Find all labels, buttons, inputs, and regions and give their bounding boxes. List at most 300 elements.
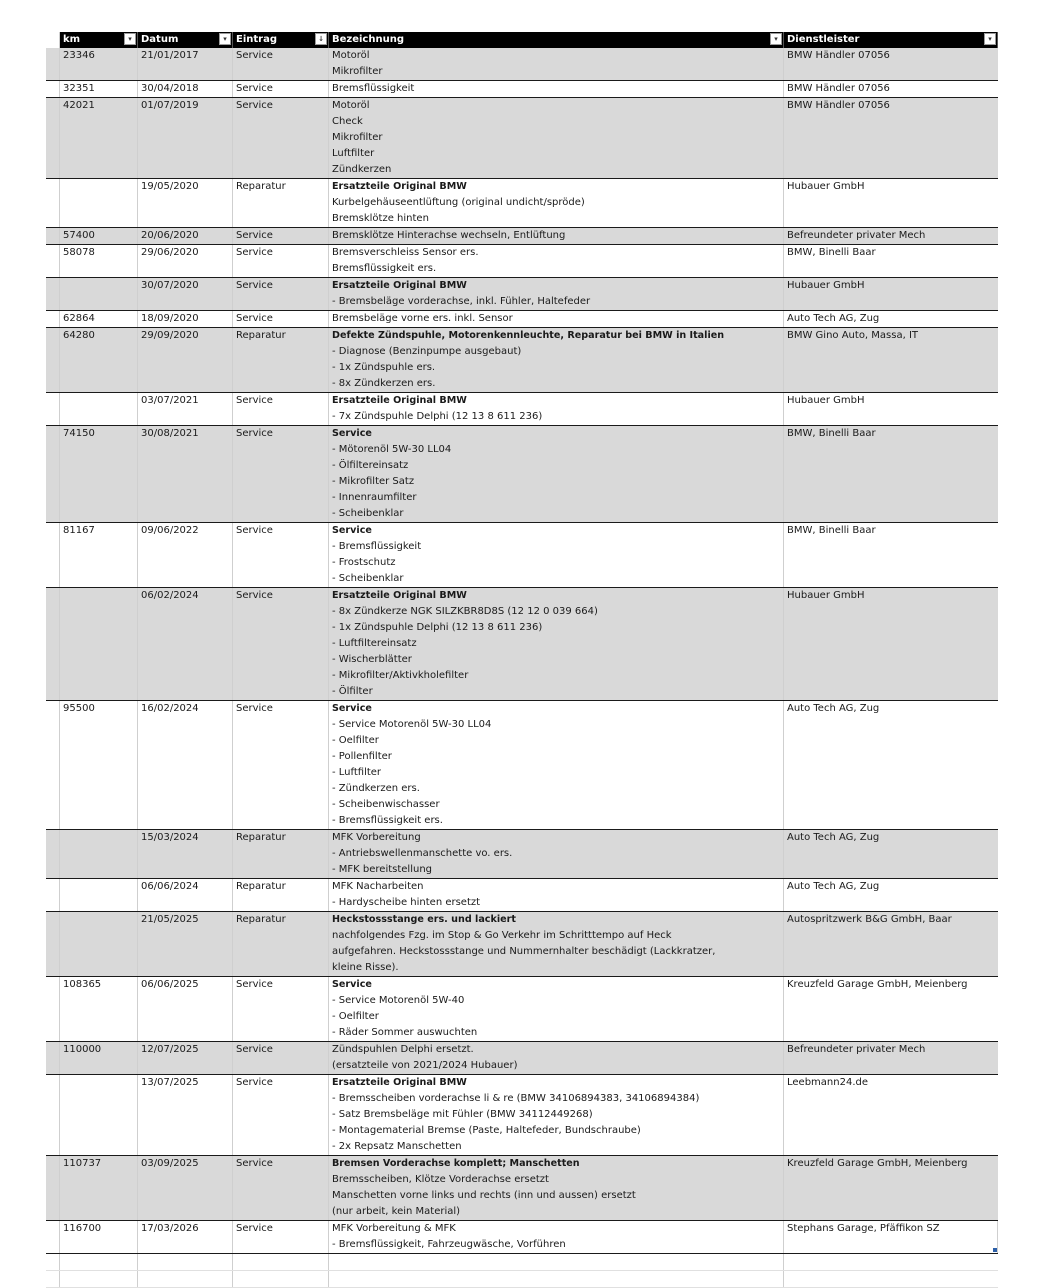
bezeichnung-line: Motoröl	[332, 50, 370, 61]
bezeichnung-cell[interactable]	[329, 228, 784, 244]
bezeichnung-line: - Service Motorenöl 5W-40	[332, 995, 465, 1006]
datum-cell-text: 16/02/2024	[141, 703, 199, 714]
eintrag-cell[interactable]	[233, 179, 329, 227]
datum-cell-text: 01/07/2019	[141, 100, 199, 111]
bezeichnung-line: - 1x Zündspuhle Delphi (12 13 8 611 236)	[332, 622, 543, 633]
column-header-eintrag[interactable]	[233, 32, 329, 48]
empty-row	[46, 1254, 998, 1271]
datum-cell[interactable]	[138, 328, 233, 392]
bezeichnung-heading: Heckstossstange ers. und lackiert	[332, 914, 516, 925]
km-cell[interactable]	[60, 278, 138, 310]
km-cell-text: 42021	[63, 100, 95, 111]
datum-cell[interactable]	[138, 701, 233, 829]
bezeichnung-cell[interactable]	[329, 311, 784, 327]
dienstleister-text: Befreundeter privater Mech	[787, 1044, 926, 1055]
bezeichnung-line: - Hardyscheibe hinten ersetzt	[332, 897, 481, 908]
row-header-gutter	[46, 1156, 60, 1220]
dienstleister-cell[interactable]	[784, 81, 998, 97]
eintrag-cell[interactable]	[233, 1221, 329, 1253]
bezeichnung-cell[interactable]	[329, 48, 784, 80]
km-cell[interactable]	[60, 523, 138, 587]
table-row	[46, 98, 998, 179]
dienstleister-cell[interactable]	[784, 48, 998, 80]
column-header-label: km	[63, 34, 81, 45]
bezeichnung-line: - Innenraumfilter	[332, 492, 417, 503]
km-cell[interactable]	[60, 426, 138, 522]
column-header-dienstleister[interactable]	[784, 32, 998, 48]
eintrag-cell[interactable]	[233, 278, 329, 310]
dienstleister-cell[interactable]	[784, 701, 998, 829]
table-row	[46, 81, 998, 98]
km-cell[interactable]	[60, 701, 138, 829]
dropdown-arrow-icon[interactable]: ▾	[984, 33, 996, 45]
bezeichnung-line: Bremsflüssigkeit	[332, 83, 415, 94]
eintrag-cell[interactable]	[233, 1042, 329, 1074]
eintrag-cell[interactable]	[233, 328, 329, 392]
datum-cell[interactable]	[138, 1075, 233, 1155]
eintrag-cell[interactable]	[233, 1156, 329, 1220]
bezeichnung-line: Bremsklötze Hinterachse wechseln, Entlüftung	[332, 230, 566, 241]
bezeichnung-line: - Bremsflüssigkeit	[332, 541, 422, 552]
km-cell-text	[63, 830, 134, 846]
datum-cell[interactable]	[138, 81, 233, 97]
eintrag-cell[interactable]	[233, 311, 329, 327]
bezeichnung-line: - 8x Zündkerze NGK SILZKBR8D8S (12 12 0 039 664)	[332, 606, 598, 617]
bezeichnung-heading: Ersatzteile Original BMW	[332, 181, 467, 192]
table-cell[interactable]	[329, 1271, 784, 1287]
bezeichnung-cell[interactable]	[329, 912, 784, 976]
dienstleister-text: Befreundeter privater Mech	[787, 230, 926, 241]
eintrag-cell-text: Reparatur	[236, 914, 286, 925]
bezeichnung-cell[interactable]	[329, 179, 784, 227]
eintrag-cell[interactable]	[233, 245, 329, 277]
table-cell[interactable]	[784, 1271, 998, 1287]
dienstleister-text: Kreuzfeld Garage GmbH, Meienberg	[787, 1158, 968, 1169]
eintrag-cell-text: Service	[236, 313, 273, 324]
eintrag-cell-text: Service	[236, 590, 273, 601]
eintrag-cell-text: Service	[236, 1077, 273, 1088]
datum-cell-text: 29/09/2020	[141, 330, 199, 341]
table-row	[46, 393, 998, 426]
bezeichnung-line: Manschetten vorne links und rechts (inn und aussen) ersetzt	[332, 1190, 636, 1201]
bezeichnung-heading: Ersatzteile Original BMW	[332, 1077, 467, 1088]
datum-cell[interactable]	[138, 1156, 233, 1220]
bezeichnung-line: Check	[332, 116, 363, 127]
bezeichnung-line: - Montagematerial Bremse (Paste, Haltefeder, Bundschraube)	[332, 1125, 641, 1136]
bezeichnung-line: - Antriebswellenmanschette vo. ers.	[332, 848, 513, 859]
bezeichnung-cell[interactable]	[329, 1075, 784, 1155]
column-header-label: Datum	[141, 34, 179, 45]
datum-cell[interactable]	[138, 912, 233, 976]
km-cell-text: 58078	[63, 247, 95, 258]
bezeichnung-line: - Pollenfilter	[332, 751, 392, 762]
km-cell[interactable]	[60, 48, 138, 80]
dienstleister-text: BMW, Binelli Baar	[787, 525, 876, 536]
table-row	[46, 977, 998, 1042]
table-cell[interactable]	[233, 1254, 329, 1270]
bezeichnung-cell[interactable]	[329, 393, 784, 425]
bezeichnung-cell[interactable]	[329, 1156, 784, 1220]
bezeichnung-line: - Bremsbeläge vorderachse, inkl. Fühler, Haltefeder	[332, 296, 591, 307]
bezeichnung-line: - Ölfiltereinsatz	[332, 460, 409, 471]
row-header-gutter	[46, 426, 60, 522]
bezeichnung-line: - Mikrofilter Satz	[332, 476, 415, 487]
dienstleister-text: Hubauer GmbH	[787, 590, 865, 601]
column-header-label: Dienstleister	[787, 34, 860, 45]
bezeichnung-line: Bremsverschleiss Sensor ers.	[332, 247, 479, 258]
bezeichnung-heading: Service	[332, 525, 372, 536]
eintrag-cell[interactable]	[233, 393, 329, 425]
table-row	[46, 311, 998, 328]
eintrag-cell-text: Service	[236, 50, 273, 61]
eintrag-cell-text: Service	[236, 280, 273, 291]
dienstleister-text: BMW Händler 07056	[787, 100, 890, 111]
km-cell[interactable]	[60, 1042, 138, 1074]
bezeichnung-line: MFK Nacharbeiten	[332, 881, 424, 892]
km-cell[interactable]	[60, 1221, 138, 1253]
km-cell-text	[63, 588, 134, 604]
bezeichnung-heading: Service	[332, 703, 372, 714]
eintrag-cell-text: Service	[236, 979, 273, 990]
km-cell[interactable]	[60, 588, 138, 700]
bezeichnung-line: Luftfilter	[332, 148, 375, 159]
bezeichnung-line: - 1x Zündspuhle ers.	[332, 362, 436, 373]
eintrag-cell[interactable]	[233, 523, 329, 587]
bezeichnung-line: aufgefahren. Heckstossstange und Nummernhalter beschädigt (Lackkratzer,	[332, 946, 716, 957]
dienstleister-cell[interactable]	[784, 912, 998, 976]
row-header-gutter	[46, 701, 60, 829]
eintrag-cell-text: Service	[236, 395, 273, 406]
bezeichnung-line: Zündspuhlen Delphi ersetzt.	[332, 1044, 474, 1055]
datum-cell-text: 06/06/2025	[141, 979, 199, 990]
row-header-gutter	[46, 278, 60, 310]
dienstleister-text: BMW Händler 07056	[787, 83, 890, 94]
km-cell[interactable]	[60, 1156, 138, 1220]
dienstleister-cell[interactable]	[784, 879, 998, 911]
eintrag-cell-text: Service	[236, 428, 273, 439]
datum-cell[interactable]	[138, 179, 233, 227]
row-header-gutter	[46, 1221, 60, 1253]
datum-cell-text: 29/06/2020	[141, 247, 199, 258]
dropdown-arrow-icon[interactable]: ▾	[219, 33, 231, 45]
bezeichnung-line: MFK Vorbereitung	[332, 832, 421, 843]
km-cell[interactable]	[60, 879, 138, 911]
datum-cell-text: 06/02/2024	[141, 590, 199, 601]
dienstleister-cell[interactable]	[784, 1075, 998, 1155]
table-cell[interactable]	[784, 1254, 998, 1270]
column-header-bezeichnung[interactable]	[329, 32, 784, 48]
eintrag-cell[interactable]	[233, 1075, 329, 1155]
bezeichnung-line: nachfolgendes Fzg. im Stop & Go Verkehr im Schritttempo auf Heck	[332, 930, 672, 941]
dienstleister-text: BMW Händler 07056	[787, 50, 890, 61]
km-cell-text	[63, 879, 134, 895]
dienstleister-text: Stephans Garage, Pfäffikon SZ	[787, 1223, 940, 1234]
table-row	[46, 278, 998, 311]
km-cell-text: 116700	[63, 1223, 102, 1234]
km-cell[interactable]	[60, 81, 138, 97]
table-row	[46, 179, 998, 228]
eintrag-cell[interactable]	[233, 81, 329, 97]
datum-cell-text: 09/06/2022	[141, 525, 199, 536]
dienstleister-text: BMW, Binelli Baar	[787, 428, 876, 439]
km-cell-text: 95500	[63, 703, 95, 714]
eintrag-cell[interactable]	[233, 228, 329, 244]
eintrag-cell[interactable]	[233, 879, 329, 911]
eintrag-cell[interactable]	[233, 98, 329, 178]
bezeichnung-cell[interactable]	[329, 1221, 784, 1253]
dienstleister-cell[interactable]	[784, 1156, 998, 1220]
dienstleister-cell[interactable]	[784, 278, 998, 310]
column-header-label: Bezeichnung	[332, 34, 404, 45]
dienstleister-cell[interactable]	[784, 1042, 998, 1074]
bezeichnung-cell[interactable]	[329, 879, 784, 911]
eintrag-cell[interactable]	[233, 701, 329, 829]
dienstleister-cell[interactable]	[784, 179, 998, 227]
row-header-gutter	[46, 32, 60, 48]
dienstleister-text: Auto Tech AG, Zug	[787, 313, 880, 324]
km-cell[interactable]	[60, 393, 138, 425]
bezeichnung-line: - Oelfilter	[332, 735, 379, 746]
bezeichnung-line: Bremsflüssigkeit ers.	[332, 263, 437, 274]
eintrag-cell-text: Reparatur	[236, 881, 286, 892]
bezeichnung-line: - 2x Repsatz Manschetten	[332, 1141, 462, 1152]
km-cell[interactable]	[60, 328, 138, 392]
bezeichnung-line: - MFK bereitstellung	[332, 864, 433, 875]
km-cell[interactable]	[60, 977, 138, 1041]
bezeichnung-cell[interactable]	[329, 977, 784, 1041]
table-row	[46, 701, 998, 830]
bezeichnung-line: - Bremsflüssigkeit, Fahrzeugwäsche, Vorführen	[332, 1239, 566, 1250]
datum-cell-text: 15/03/2024	[141, 832, 199, 843]
dienstleister-text: Leebmann24.de	[787, 1077, 868, 1088]
eintrag-cell[interactable]	[233, 977, 329, 1041]
bezeichnung-line: - Mikrofilter/Aktivkholefilter	[332, 670, 469, 681]
table-row	[46, 1156, 998, 1221]
bezeichnung-cell[interactable]	[329, 830, 784, 878]
table-cell[interactable]	[138, 1254, 233, 1270]
km-cell-text: 57400	[63, 230, 95, 241]
eintrag-cell-text: Reparatur	[236, 832, 286, 843]
datum-cell[interactable]	[138, 426, 233, 522]
row-header-gutter	[46, 228, 60, 244]
bezeichnung-cell[interactable]	[329, 523, 784, 587]
row-header-gutter	[46, 328, 60, 392]
bezeichnung-line: Mikrofilter	[332, 132, 383, 143]
eintrag-cell-text: Service	[236, 1044, 273, 1055]
km-cell[interactable]	[60, 98, 138, 178]
bezeichnung-line: Bremsscheiben, Klötze Vorderachse ersetzt	[332, 1174, 549, 1185]
km-cell[interactable]	[60, 311, 138, 327]
km-cell[interactable]	[60, 179, 138, 227]
eintrag-cell[interactable]	[233, 912, 329, 976]
column-header-km[interactable]	[60, 32, 138, 48]
bezeichnung-cell[interactable]	[329, 426, 784, 522]
dienstleister-cell[interactable]	[784, 426, 998, 522]
km-cell-text: 110737	[63, 1158, 102, 1169]
row-header-gutter	[46, 879, 60, 911]
km-cell[interactable]	[60, 228, 138, 244]
km-cell-text	[63, 912, 134, 928]
dienstleister-cell[interactable]	[784, 98, 998, 178]
table-row	[46, 523, 998, 588]
bezeichnung-heading: Ersatzteile Original BMW	[332, 395, 467, 406]
row-header-gutter	[46, 393, 60, 425]
bezeichnung-line: Zündkerzen	[332, 164, 392, 175]
eintrag-cell-text: Service	[236, 230, 273, 241]
row-header-gutter	[46, 48, 60, 80]
dienstleister-text: Hubauer GmbH	[787, 395, 865, 406]
eintrag-cell-text: Service	[236, 83, 273, 94]
row-header-gutter	[46, 588, 60, 700]
datum-cell-text: 17/03/2026	[141, 1223, 199, 1234]
km-cell-text: 23346	[63, 50, 95, 61]
dienstleister-cell[interactable]	[784, 977, 998, 1041]
bezeichnung-line: Bremsklötze hinten	[332, 213, 429, 224]
bezeichnung-line: - Satz Bremsbeläge mit Fühler (BMW 34112449268)	[332, 1109, 593, 1120]
sort-ascending-icon[interactable]: ↓	[315, 33, 327, 45]
eintrag-cell[interactable]	[233, 830, 329, 878]
km-cell-text	[63, 179, 134, 195]
bezeichnung-cell[interactable]	[329, 98, 784, 178]
row-header-gutter	[46, 912, 60, 976]
datum-cell[interactable]	[138, 245, 233, 277]
table-row	[46, 48, 998, 81]
datum-cell-text: 12/07/2025	[141, 1044, 199, 1055]
eintrag-cell[interactable]	[233, 588, 329, 700]
dienstleister-cell[interactable]	[784, 588, 998, 700]
dropdown-arrow-icon[interactable]: ▾	[770, 33, 782, 45]
dienstleister-text: Kreuzfeld Garage GmbH, Meienberg	[787, 979, 968, 990]
km-cell[interactable]	[60, 1075, 138, 1155]
table-cell[interactable]	[233, 1271, 329, 1287]
row-header-gutter	[46, 179, 60, 227]
bezeichnung-cell[interactable]	[329, 81, 784, 97]
bezeichnung-cell[interactable]	[329, 1042, 784, 1074]
datum-cell[interactable]	[138, 278, 233, 310]
datum-cell[interactable]	[138, 98, 233, 178]
km-cell-text: 108365	[63, 979, 102, 990]
datum-cell-text: 13/07/2025	[141, 1077, 199, 1088]
bezeichnung-line: - Bremsflüssigkeit ers.	[332, 815, 443, 826]
eintrag-cell-text: Reparatur	[236, 181, 286, 192]
datum-cell-text: 30/07/2020	[141, 280, 199, 291]
datum-cell-text: 06/06/2024	[141, 881, 199, 892]
datum-cell-text: 21/05/2025	[141, 914, 199, 925]
datum-cell[interactable]	[138, 830, 233, 878]
dienstleister-cell[interactable]	[784, 311, 998, 327]
bezeichnung-heading: Ersatzteile Original BMW	[332, 280, 467, 291]
km-cell-text: 74150	[63, 428, 95, 439]
table-row	[46, 1221, 998, 1254]
bezeichnung-cell[interactable]	[329, 588, 784, 700]
bezeichnung-line: - Ölfilter	[332, 686, 373, 697]
row-header-gutter	[46, 1254, 60, 1270]
row-header-gutter	[46, 977, 60, 1041]
table-cell[interactable]	[329, 1254, 784, 1270]
bezeichnung-heading: Service	[332, 428, 372, 439]
table-resize-handle-icon[interactable]	[993, 1248, 997, 1252]
bezeichnung-line: - Service Motorenöl 5W-30 LL04	[332, 719, 492, 730]
bezeichnung-line: (ersatzteile von 2021/2024 Hubauer)	[332, 1060, 518, 1071]
bezeichnung-line: - Wischerblätter	[332, 654, 412, 665]
table-row	[46, 228, 998, 245]
datum-cell-text: 18/09/2020	[141, 313, 199, 324]
eintrag-cell[interactable]	[233, 48, 329, 80]
table-cell[interactable]	[138, 1271, 233, 1287]
bezeichnung-heading: Bremsen Vorderachse komplett; Manschetten	[332, 1158, 580, 1169]
dienstleister-cell[interactable]	[784, 328, 998, 392]
eintrag-cell-text: Service	[236, 525, 273, 536]
datum-cell[interactable]	[138, 879, 233, 911]
table-body	[46, 48, 998, 1254]
row-header-gutter	[46, 1075, 60, 1155]
eintrag-cell-text: Service	[236, 703, 273, 714]
table-cell[interactable]	[60, 1271, 138, 1287]
datum-cell-text: 21/01/2017	[141, 50, 199, 61]
row-header-gutter	[46, 1271, 60, 1287]
datum-cell-text: 30/04/2018	[141, 83, 199, 94]
dienstleister-cell[interactable]	[784, 393, 998, 425]
dienstleister-cell[interactable]	[784, 245, 998, 277]
bezeichnung-line: Mikrofilter	[332, 66, 383, 77]
eintrag-cell[interactable]	[233, 426, 329, 522]
table-row	[46, 245, 998, 278]
bezeichnung-line: - 8x Zündkerzen ers.	[332, 378, 436, 389]
row-header-gutter	[46, 523, 60, 587]
eintrag-cell-text: Service	[236, 100, 273, 111]
row-header-gutter	[46, 830, 60, 878]
dienstleister-cell[interactable]	[784, 228, 998, 244]
column-header-datum[interactable]	[138, 32, 233, 48]
km-cell[interactable]	[60, 912, 138, 976]
bezeichnung-cell[interactable]	[329, 245, 784, 277]
dienstleister-cell[interactable]	[784, 1221, 998, 1253]
km-cell[interactable]	[60, 830, 138, 878]
bezeichnung-line: - Zündkerzen ers.	[332, 783, 420, 794]
datum-cell[interactable]	[138, 523, 233, 587]
datum-cell[interactable]	[138, 588, 233, 700]
table-row	[46, 879, 998, 912]
datum-cell-text: 03/07/2021	[141, 395, 199, 406]
bezeichnung-cell[interactable]	[329, 701, 784, 829]
datum-cell[interactable]	[138, 977, 233, 1041]
bezeichnung-line: - Diagnose (Benzinpumpe ausgebaut)	[332, 346, 522, 357]
dienstleister-text: Hubauer GmbH	[787, 280, 865, 291]
dienstleister-cell[interactable]	[784, 523, 998, 587]
row-header-gutter	[46, 245, 60, 277]
datum-cell[interactable]	[138, 393, 233, 425]
bezeichnung-cell[interactable]	[329, 328, 784, 392]
km-cell-text	[63, 278, 134, 294]
datum-cell[interactable]	[138, 1042, 233, 1074]
datum-cell[interactable]	[138, 311, 233, 327]
dropdown-arrow-icon[interactable]: ▾	[124, 33, 136, 45]
bezeichnung-line: - Scheibenwischasser	[332, 799, 440, 810]
km-cell[interactable]	[60, 245, 138, 277]
km-cell-text: 81167	[63, 525, 95, 536]
datum-cell[interactable]	[138, 1221, 233, 1253]
dienstleister-cell[interactable]	[784, 830, 998, 878]
bezeichnung-line: (nur arbeit, kein Material)	[332, 1206, 461, 1217]
datum-cell[interactable]	[138, 228, 233, 244]
dienstleister-text: Auto Tech AG, Zug	[787, 832, 880, 843]
eintrag-cell-text: Service	[236, 1223, 273, 1234]
table-cell[interactable]	[60, 1254, 138, 1270]
dienstleister-text: BMW, Binelli Baar	[787, 247, 876, 258]
bezeichnung-cell[interactable]	[329, 278, 784, 310]
row-header-gutter	[46, 1042, 60, 1074]
datum-cell[interactable]	[138, 48, 233, 80]
